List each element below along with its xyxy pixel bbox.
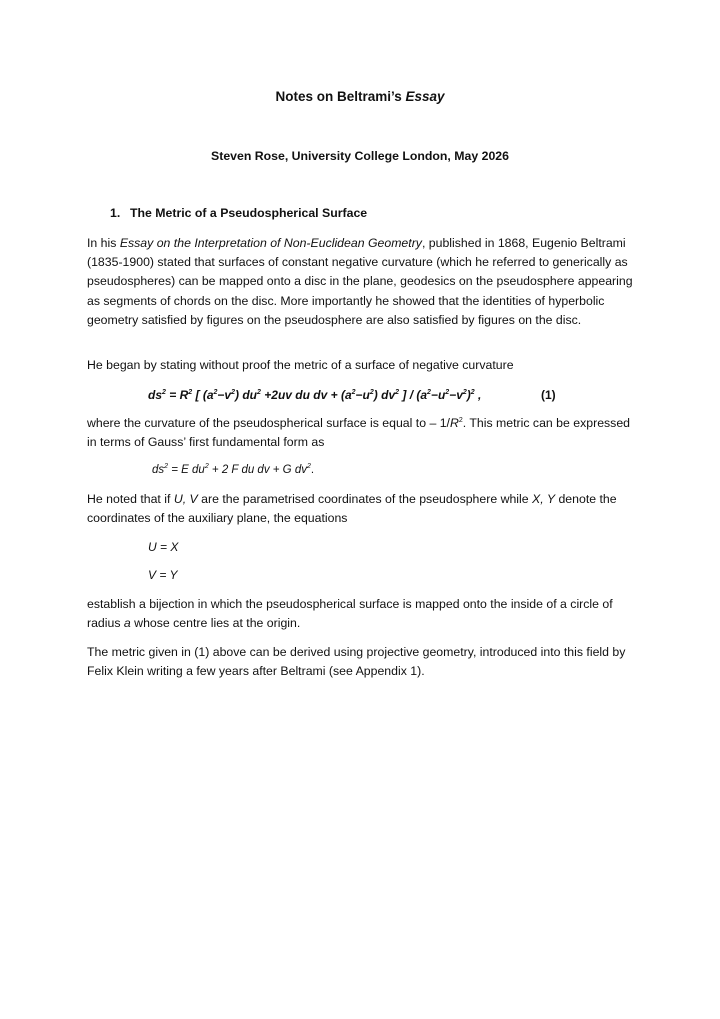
paragraph-coordinates: He noted that if U, V are the parametrised coordinates of the pseudosphere while X, Y denote the coordinates of the auxiliary plane, the equations	[87, 492, 617, 526]
paragraph-curvature: where the curvature of the pseudospherical surface is equal to – $1/R^2$. This metric can be expressed in terms of Gauss’ first fundamental form as	[87, 416, 631, 450]
equation-metric: $ds^2 = R^2$ [ $(a^2-v^2)$ $du^2 +2uv$ du dv + $(a^2-u^2)$ $dv^2$ ] / $(a^2-u^2-v^2)^2$ ,	[148, 388, 482, 402]
paragraph-bijection: establish a bijection in which the pseudospherical surface is mapped onto the inside of a circle of radius a whose centre lies at the origin.	[87, 597, 613, 631]
paragraph-projective: The metric given in (1) above can be derived using projective geometry, introduced into this field by Felix Klein writing a few years after Beltrami (see Appendix 1).	[87, 645, 626, 679]
equation-number: (1)	[541, 388, 556, 402]
equation-fundamental-form: $ds^2 = E$ $du^2 + 2$ F du dv + G $dv^2$.	[152, 463, 315, 476]
section-heading	[110, 206, 367, 220]
document-title: Notes on Beltrami’s Essay	[275, 89, 445, 104]
equation-v-y: V = Y	[148, 568, 178, 582]
section-number: 1.	[110, 206, 121, 220]
paragraph-intro: In his Essay on the Interpretation of Non-Euclidean Geometry, published in 1868, Eugenio Beltrami (1835-1900) stated that surfaces of constant negative curvature (which he referred to generically as pseudospheres) can be mapped onto a disc in the plane, geodesics on the pseudosphere appearing as segments of chords on the disc. More importantly he showed that the identities of hyperbolic geometry satisfied by figures on the pseudosphere are also satisfied by figures on the disc.	[87, 236, 633, 327]
paragraph-metric-intro: He began by stating without proof the metric of a surface of negative curvature	[87, 358, 514, 372]
equation-u-x: U = X	[148, 540, 179, 554]
section-title: The Metric of a Pseudospherical Surface	[130, 206, 368, 220]
author-line: Steven Rose, University College London, May 2026	[211, 149, 509, 163]
